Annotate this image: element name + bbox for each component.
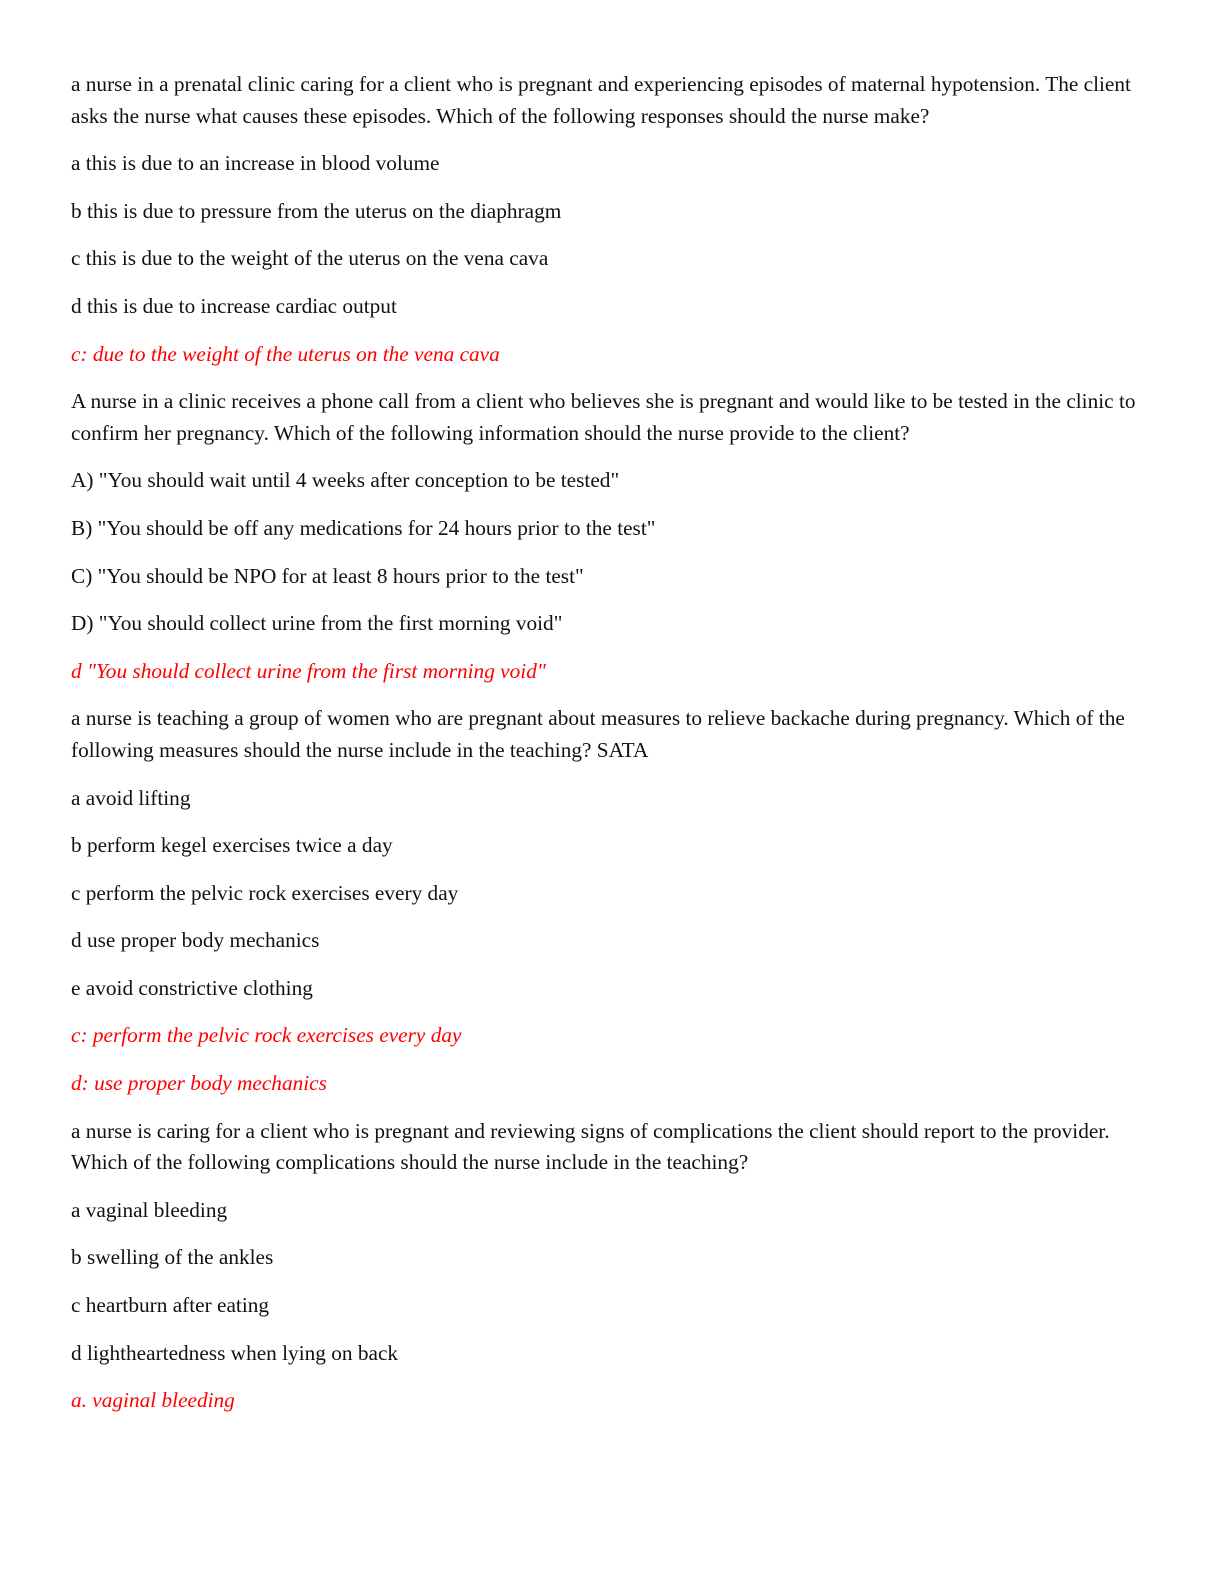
question-4-option-c: c heartburn after eating: [71, 1293, 270, 1318]
question-4-answer: a. vaginal bleeding: [71, 1388, 235, 1413]
question-2-option-a: A) "You should wait until 4 weeks after conception to be tested": [71, 468, 620, 493]
question-1-option-d: d this is due to increase cardiac output: [71, 293, 397, 318]
question-4-option-a: a vaginal bleeding: [71, 1197, 228, 1222]
question-3-option-d: d use proper body mechanics: [71, 928, 320, 953]
question-3-option-e: e avoid constrictive clothing: [71, 975, 313, 1000]
question-3-answer-2: d: use proper body mechanics: [71, 1071, 327, 1096]
question-2-text: A nurse in a clinic receives a phone call from a client who believes she is pregnant and would like to be tested in the clinic to confirm her pregnancy. Which of the following information should the nurse provide to the client?: [71, 389, 1136, 445]
question-3-option-b: b perform kegel exercises twice a day: [71, 833, 393, 858]
question-3-option-a: a avoid lifting: [71, 785, 191, 810]
question-1-option-c: c this is due to the weight of the uterus on the vena cava: [71, 246, 549, 271]
document-page: [71, 69, 1151, 1433]
question-3-answer-1: c: perform the pelvic rock exercises every day: [71, 1023, 462, 1048]
question-2-option-d: D) "You should collect urine from the first morning void": [71, 611, 563, 636]
question-4-option-b: b swelling of the ankles: [71, 1245, 274, 1270]
question-1-answer: c: due to the weight of the uterus on the vena cava: [71, 341, 500, 366]
question-3-text: a nurse is teaching a group of women who are pregnant about measures to relieve backache during pregnancy. Which of the following measures should the nurse include in the teaching? SATA: [71, 706, 1125, 762]
question-4-option-d: d lightheartedness when lying on back: [71, 1340, 399, 1365]
question-2-option-c: C) "You should be NPO for at least 8 hours prior to the test": [71, 563, 584, 588]
question-1-option-a: a this is due to an increase in blood volume: [71, 151, 440, 176]
question-2-option-b: B) "You should be off any medications for 24 hours prior to the test": [71, 515, 656, 540]
question-1-option-b: b this is due to pressure from the uterus on the diaphragm: [71, 198, 562, 223]
question-4-text: a nurse is caring for a client who is pregnant and reviewing signs of complications the client should report to the provider. Which of the following complications should the nurse include in the teaching?: [71, 1118, 1110, 1175]
question-2-answer: d "You should collect urine from the first morning void": [71, 658, 546, 683]
question-1-text: a nurse in a prenatal clinic caring for a client who is pregnant and experiencing episodes of maternal hypotension. The client asks the nurse what causes these episodes. Which of the following responses should the nurse make?: [71, 72, 1131, 128]
question-3-option-c: c perform the pelvic rock exercises every day: [71, 880, 459, 905]
